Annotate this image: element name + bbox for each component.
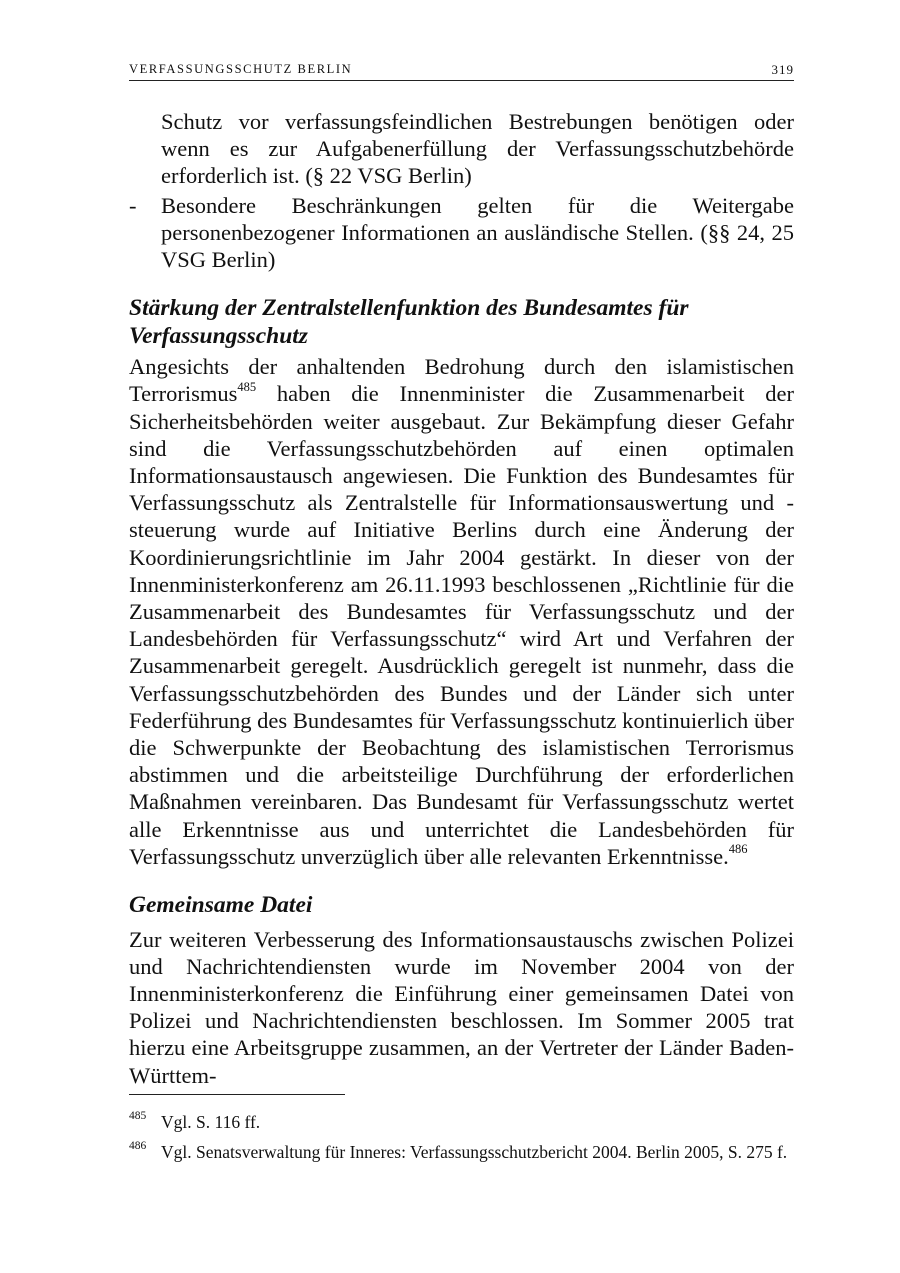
section-heading-gemeinsame-datei: Gemeinsame Datei bbox=[129, 892, 313, 919]
footnote-ref-486[interactable]: 486 bbox=[728, 842, 748, 857]
running-header bbox=[129, 62, 794, 81]
continuation-paragraph: Schutz vor verfassungsfeindlichen Bestrebungen benötigen oder wenn es zur Aufgabenerfüllung der Verfassungsschutzbehörde erforderlich ist. (§ 22 VSG Berlin) bbox=[161, 109, 794, 189]
footnote-ref-485[interactable]: 485 bbox=[237, 379, 257, 394]
footnote-486 bbox=[129, 1142, 794, 1163]
list-item bbox=[129, 192, 794, 274]
bullet-dash: - bbox=[129, 192, 137, 218]
paragraph-text: haben die Innenminister die Zusammenarbeit der Sicherheitsbehörden weiter ausgebaut. Zur Bekämpfung dieser Gefahr sind die Verfassungsschutzbehörden auf einen optimalen Informationsaustausch angewiesen. Die Funktion des Bundesamtes für Verfassungsschutz als Zentralstelle für Informationsauswertung und -steuerung wurde auf Initiative Berlins durch eine Änderung der Koordinierungsrichtlinie im Jahr 2004 gestärkt. In dieser von der Innenministerkonferenz am 26.11.1993 beschlossenen „Richtlinie für die Zusammenarbeit des Bundesamtes für Verfassungsschutz und der Landesbehörden für Verfassungsschutz“ wird Art und Verfahren der Zusammenarbeit geregelt. Ausdrücklich geregelt ist nunmehr, dass die Verfassungsschutzbehörden des Bundes und der Länder sich unter Federführung des Bundesamtes für Verfassungsschutz kontinuierlich über die Schwerpunkte der Beobachtung des islamistischen Terrorismus abstimmen und die arbeitsteilige Durchführung der erforderlichen Maßnahmen vereinbaren. Das Bundesamt für Verfassungsschutz wertet alle Erkenntnisse aus und unterrichtet die Landesbehörden für Verfassungsschutz unverzüglich über alle relevanten Erkenntnisse. bbox=[129, 381, 794, 869]
section-paragraph-gemeinsame-datei: Zur weiteren Verbesserung des Informationsaustauschs zwischen Polizei und Nachrichtendiensten wurde im November 2004 von der Innenministerkonferenz die Einführung einer gemeinsamen Datei von Polizei und Nachrichtendiensten beschlossen. Im Sommer 2005 trat hierzu eine Arbeitsgruppe zusammen, an der Vertreter der Länder Baden-Württem- bbox=[129, 926, 794, 1088]
page-number: 319 bbox=[771, 62, 794, 77]
paragraph-text: Angesichts der anhaltenden Bedrohung durch den islamistischen Terrorismus bbox=[129, 354, 794, 407]
section-heading-zentralstelle: Stärkung der Zentralstellenfunktion des Bundesamtes für Verfassungsschutz bbox=[129, 295, 689, 349]
footnote-number: 486 bbox=[129, 1140, 147, 1152]
section-paragraph-zentralstelle bbox=[129, 353, 794, 870]
footnote-number: 485 bbox=[129, 1110, 147, 1122]
footnotes bbox=[129, 1112, 794, 1172]
footnote-485 bbox=[129, 1112, 794, 1133]
bullet-text: Besondere Beschränkungen gelten für die Weitergabe personenbezogener Informationen an ausländische Stellen. (§§ 24, 25 VSG Berlin) bbox=[161, 192, 794, 273]
running-title: VERFASSUNGSSCHUTZ BERLIN bbox=[129, 62, 353, 76]
footnote-divider bbox=[129, 1094, 345, 1095]
footnote-text: Vgl. S. 116 ff. bbox=[161, 1112, 261, 1132]
page-body bbox=[129, 108, 794, 1089]
footnote-text: Vgl. Senatsverwaltung für Inneres: Verfassungsschutzbericht 2004. Berlin 2005, S. 275 f. bbox=[161, 1142, 788, 1162]
